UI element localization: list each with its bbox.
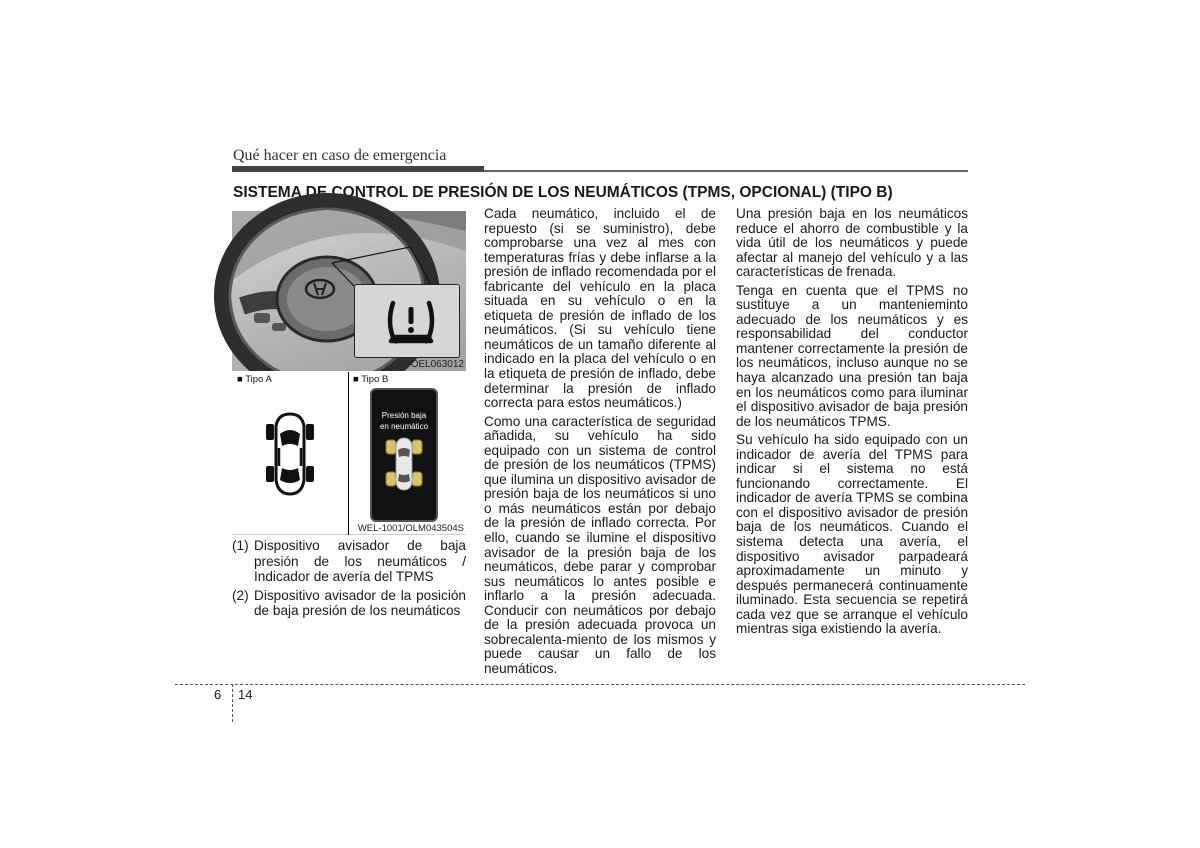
text-column-right [736, 207, 968, 641]
paragraph: Una presión baja en los neumáticos reduce el ahorro de combustible y la vida útil de los neumáticos y puede afectar al manejo del vehículo y a las características de frenada. [736, 206, 968, 280]
paragraph: Tenga en cuenta que el TPMS no sustituye a un mantenieminto adecuado de los neumáticos y es responsabilidad del conductor mantener correctamente la presión de los neumáticos, incluso aunque no se haya alcanzado una presión tan baja en los neumáticos como para iluminar el dispositivo avisador de baja presión de los neumáticos TPMS. [736, 282, 968, 429]
caption-text: Dispositivo avisador de baja presión de los neumáticos / Indicador de avería del TPMS [254, 538, 466, 584]
header-rule-dark [232, 166, 484, 172]
header-rule-light [484, 170, 968, 172]
chapter-title: Qué hacer en caso de emergencia [233, 147, 447, 164]
display-text-line2: en neumático [379, 422, 429, 431]
paragraph: Cada neumático, incluido el de repuesto (si se suministro), debe comprobarse una vez al mes con temperaturas frías y debe inflarse a la presión de inflado recomendada por el fabricante del vehículo en la placa situada en su vehículo o en la etiqueta de presión de inflado de los neumáticos. (Si su vehículo tiene neumáticos de un tamaño diferente al indicado en la placa del vehículo o en la etiqueta de presión de inflado, debe determinar la presión de inflado correcta para estos neumáticos.) [484, 206, 717, 411]
paragraph: Como una característica de seguridad añadida, su vehículo ha sido equipado con un sistema de control de presión de los neumáticos (TPMS) que ilumina un dispositivo avisador de presión baja de los neumáticos si uno o más neumáticos están por debajo de la presión de inflado correcta. Por ello, cuando se ilumine el dispositivo avisador de la presión baja de los neumáticos, debe parar y comprobar sus neumáticos lo antes posible e inflarlo a la presión adecuada. Conducir con neumáticos por debajo de la presión adecuada provoca un sobrecalenta-miento de los mismos y puede causar un fallo de los neumáticos. [484, 413, 716, 676]
type-b-label: ■ Tipo B [353, 374, 389, 385]
tire-position-icon [384, 436, 424, 492]
steering-wheel-figure [232, 211, 466, 371]
tpms-indicator-inset [354, 284, 460, 358]
paragraph: Su vehículo ha sido equipado con un indicador de avería del TPMS para indicar si el sistema no está funcionando correctamente. El indicador de avería TPMS se combina con el dispositivo avisador de presión baja de los neumáticos. Cuando el sistema detecta una avería, el dispositivo avisador parpadeará aproximadamente un minuto y después permanecerá continuamente iluminado. Esta secuencia se repetirá cada vez que se arranque el vehículo mientras siga existiendo la avería. [736, 432, 968, 637]
section-title: SISTEMA DE CONTROL DE PRESIÓN DE LOS NEUMÁTICOS (TPMS, OPCIONAL) (TIPO B) [233, 184, 893, 201]
caption-number: (1) [232, 538, 249, 553]
footer-divider [232, 684, 233, 722]
figure-code: OEL063012 [410, 359, 464, 370]
caption-text: Dispositivo avisador de la posición de baja presión de los neumáticos [254, 587, 466, 618]
figure-divider [348, 372, 349, 535]
caption-item [232, 538, 466, 585]
tpms-warning-icon [383, 293, 439, 349]
chapter-number: 6 [214, 687, 222, 702]
figure-code: WEL-1001/OLM043504S [357, 523, 464, 534]
tpms-type-figure [232, 371, 466, 535]
tpms-display-panel [370, 388, 438, 522]
footer-rule [175, 684, 1025, 685]
text-column-middle [484, 207, 716, 681]
caption-number: (2) [232, 587, 249, 603]
caption-item [232, 588, 466, 619]
display-text-line1: Presión baja [381, 411, 427, 420]
page-number: 14 [238, 687, 253, 702]
type-a-label: ■ Tipo A [237, 374, 272, 385]
figure-captions [232, 538, 466, 622]
car-top-view-icon [262, 410, 318, 500]
